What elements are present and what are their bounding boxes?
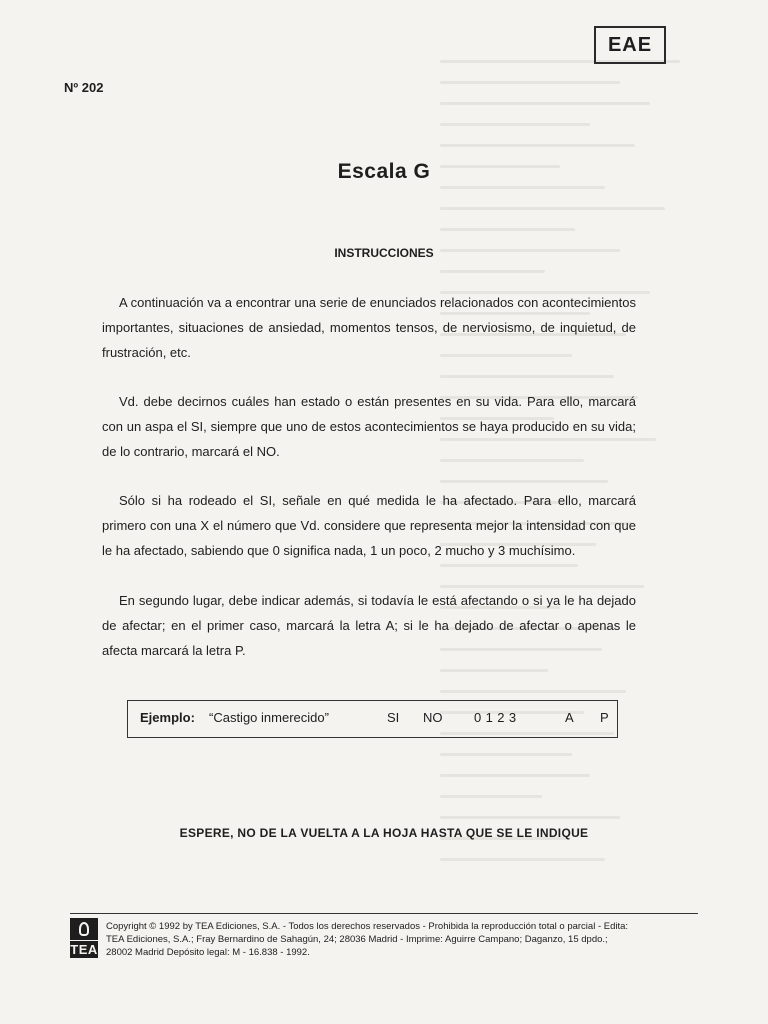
page-title: Escala G	[337, 160, 431, 183]
instruction-paragraph-text: Sólo si ha rodeado el SI, señale en qué medida le ha afectado. Para ello, marcará primero con una X el número que Vd. considere que representa mejor la intensidad con que le ha afectado, sabiendo que 0 significa nada, 1 un poco, 2 mucho y 3 muchísimo.	[102, 493, 636, 558]
example-label: Ejemplo:	[140, 710, 195, 725]
example-intensity-scale: 0 1 2 3	[474, 710, 517, 725]
copyright-notice	[106, 920, 682, 959]
example-box	[127, 700, 618, 738]
copyright-line: Copyright © 1992 by TEA Ediciones, S.A. - Todos los derechos reservados - Prohibida la reproducción total o parcial - Edita:	[106, 921, 629, 932]
instruction-paragraph-text: En segundo lugar, debe indicar además, si todavía le está afectando o si ya le ha dejado de afectar; en el primer caso, marcará la letra A; si le ha dejado de afectar o apenas le afecta marcará la letra P.	[102, 593, 636, 658]
example-item-text: “Castigo inmerecido”	[209, 710, 329, 725]
instruction-paragraph-text: Vd. debe decirnos cuáles han estado o están presentes en su vida. Para ello, marcará con un aspa el SI, siempre que uno de estos acontecimientos se haya producido en su vida; de lo contrario, marcará el NO.	[102, 394, 636, 459]
test-code-badge: EAE	[594, 26, 666, 64]
tea-logo-icon	[70, 918, 98, 940]
copyright-line: TEA Ediciones, S.A.; Fray Bernardino de Sahagún, 24; 28036 Madrid - Imprime: Aguirre Campano; Daganzo, 15 dpdo.;	[106, 934, 608, 945]
tea-logo	[70, 918, 98, 958]
example-a-option: A	[565, 710, 574, 725]
instruction-paragraph-text: A continuación va a encontrar una serie de enunciados relacionados con acontecimientos importantes, situaciones de ansiedad, momentos tensos, de nerviosismo, de inquietud, de frustración, etc.	[102, 295, 636, 360]
instruction-paragraph	[102, 488, 636, 563]
copyright-line: 28002 Madrid Depósito legal: M - 16.838 - 1992.	[106, 947, 310, 958]
example-p-option: P	[600, 710, 609, 725]
instructions-heading: INSTRUCCIONES	[334, 246, 434, 260]
footer-divider	[70, 913, 698, 914]
wait-notice: ESPERE, NO DE LA VUELTA A LA HOJA HASTA QUE SE LE INDIQUE	[179, 826, 589, 840]
instruction-paragraph	[102, 389, 636, 464]
tea-logo-text: TEA	[70, 942, 98, 957]
example-no-option: NO	[423, 710, 443, 725]
instruction-paragraph	[102, 588, 636, 663]
form-number: Nº 202	[64, 80, 104, 95]
example-yes-option: SI	[387, 710, 400, 725]
instruction-paragraph	[102, 290, 636, 365]
